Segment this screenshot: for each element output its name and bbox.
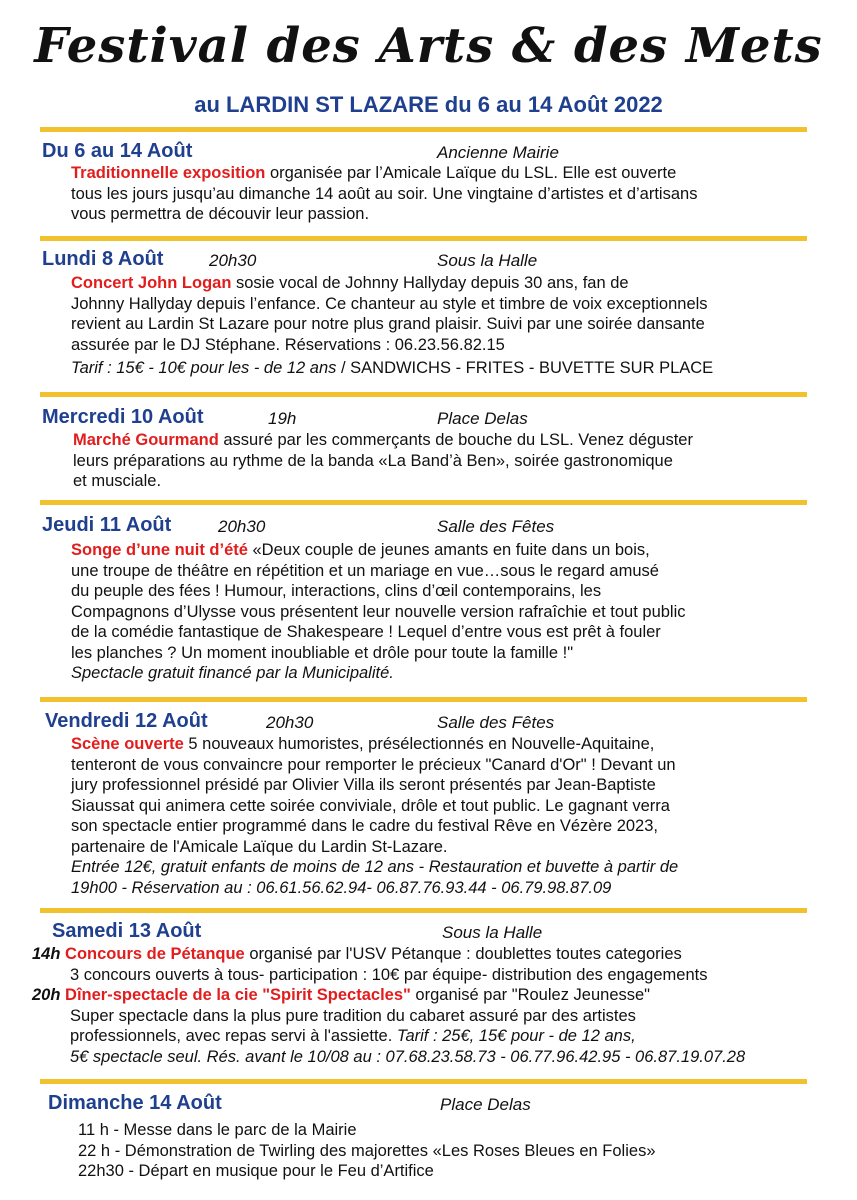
text: professionnels, avec repas servi à l'assiette. [70, 1027, 397, 1045]
text: organisée par l’Amicale Laïque du LSL. Elle est ouverte [265, 164, 677, 182]
text: tous les jours jusqu’au dimanche 14 août au soir. Une vingtaine d’artistes et d’artisans [71, 184, 698, 203]
event-time: 20h30 [266, 713, 314, 732]
event-time: 20h30 [209, 251, 257, 270]
price: Tarif : 15€ - 10€ pour les - de 12 ans [71, 359, 337, 377]
divider [40, 127, 807, 132]
text: Super spectacle dans la plus pure tradition du cabaret assuré par des artistes [70, 1006, 636, 1025]
day-heading: Jeudi 11 Août [42, 514, 172, 536]
event-description [71, 163, 697, 225]
venue: Sous la Halle [442, 923, 543, 942]
text: 11 h - Messe dans le parc de la Mairie [78, 1121, 357, 1139]
divider [40, 236, 807, 241]
event-time: 20h [32, 986, 61, 1004]
text: de la comédie fantastique de Shakespeare ! Lequel d’entre vous est prêt à fouler [71, 623, 661, 641]
event-highlight: Songe d’une nuit d’été [71, 541, 248, 559]
text: assurée par le DJ Stéphane. Réservations : 06.23.56.82.15 [71, 335, 505, 354]
text: vous permettra de découvir leur passion. [71, 205, 370, 223]
event-highlight: Marché Gourmand [73, 431, 219, 449]
text: Siaussat qui animera cette soirée conviviale, drôle et tout public. Le gagnant verra [71, 796, 670, 815]
divider [40, 392, 807, 397]
festival-subtitle: au LARDIN ST LAZARE du 6 au 14 Août 2022 [194, 92, 663, 117]
divider [40, 908, 807, 913]
text: une troupe de théâtre en répétition et un mariage en vue…sous le regard amusé [71, 561, 659, 580]
venue: Salle des Fêtes [437, 517, 555, 536]
text: leurs préparations au rythme de la banda «La Band’à Ben», soirée gastronomique [73, 451, 673, 470]
text: 22h30 - Départ en musique pour le Feu d’Artifice [78, 1162, 434, 1180]
text: Compagnons d’Ulysse vous présentent leur nouvelle version rafraîchie et tout public [71, 602, 686, 621]
text: tenteront de vous convaincre pour remporter le précieux "Canard d'Or" ! Devant un [71, 755, 676, 774]
venue: Place Delas [440, 1095, 531, 1114]
text: partenaire de l'Amicale Laïque du Lardin St-Lazare. [71, 837, 448, 856]
event-highlight: Traditionnelle exposition [71, 164, 266, 182]
text: 19h00 - Réservation au : 06.61.56.62.94- 06.87.76.93.44 - 06.79.98.87.09 [71, 878, 612, 897]
text: jury professionnel présidé par Olivier Villa ils seront présentés par Jean-Baptiste [71, 776, 656, 794]
venue: Salle des Fêtes [437, 713, 555, 732]
text: / SANDWICHS - FRITES - BUVETTE SUR PLACE [336, 359, 714, 377]
divider [40, 500, 807, 505]
event-description [32, 944, 745, 1067]
event-time: 20h30 [218, 517, 266, 536]
text: assuré par les commerçants de bouche du LSL. Venez déguster [218, 431, 693, 449]
event-highlight: Concours de Pétanque [65, 945, 245, 963]
text: son spectacle entier programmé dans le cadre du festival Rêve en Vézère 2023, [71, 817, 658, 835]
event-description [71, 273, 713, 379]
text: organisé par "Roulez Jeunesse" [410, 986, 651, 1004]
divider [40, 697, 807, 702]
venue: Ancienne Mairie [437, 143, 559, 162]
venue: Place Delas [437, 409, 528, 428]
event-highlight: Concert John Logan [71, 274, 232, 292]
day-heading: Du 6 au 14 Août [42, 140, 193, 162]
text: et musciale. [73, 472, 162, 490]
event-time: 19h [268, 409, 297, 428]
text: du peuple des fées ! Humour, interactions, clins d’œil contemporains, les [71, 582, 602, 600]
venue: Sous la Halle [437, 251, 538, 270]
event-description [71, 734, 678, 898]
day-heading: Samedi 13 Août [52, 920, 202, 942]
event-description [78, 1120, 656, 1182]
day-heading: Lundi 8 Août [42, 248, 164, 270]
text: 22 h - Démonstration de Twirling des majorettes «Les Roses Bleues en Folies» [78, 1141, 656, 1160]
price: Tarif : 25€, 15€ pour - de 12 ans, [396, 1027, 636, 1045]
divider [40, 1079, 807, 1084]
text: les planches ? Un moment inoubliable et drôle pour toute la famille !" [71, 643, 574, 662]
event-description [73, 430, 693, 492]
text: Spectacle gratuit financé par la Municipalité. [71, 664, 394, 682]
text: revient au Lardin St Lazare pour notre plus grand plaisir. Suivi par une soirée dansante [71, 315, 705, 333]
text: Entrée 12€, gratuit enfants de moins de 12 ans - Restauration et buvette à partir de [71, 858, 679, 876]
event-description [71, 540, 686, 684]
text: «Deux couple de jeunes amants en fuite dans un bois, [247, 541, 650, 559]
text: 5 nouveaux humoristes, présélectionnés en Nouvelle-Aquitaine, [183, 735, 655, 753]
festival-title: Festival des Arts & des Mets [34, 18, 823, 74]
event-highlight: Dîner-spectacle de la cie "Spirit Spectacles" [65, 986, 411, 1004]
text: organisé par l'USV Pétanque : doublettes toutes categories [244, 945, 682, 963]
text: 3 concours ouverts à tous- participation : 10€ par équipe- distribution des engagements [70, 965, 708, 984]
text: 5€ spectacle seul. Rés. avant le 10/08 au : 07.68.23.58.73 - 06.77.96.42.95 - 06.87.19.07.28 [70, 1047, 746, 1066]
day-heading: Dimanche 14 Août [48, 1092, 222, 1114]
text: sosie vocal de Johnny Hallyday depuis 30 ans, fan de [231, 274, 629, 292]
event-highlight: Scène ouverte [71, 735, 184, 753]
day-heading: Mercredi 10 Août [42, 406, 204, 428]
event-time: 14h [32, 945, 61, 963]
day-heading: Vendredi 12 Août [45, 710, 208, 732]
text: Johnny Hallyday depuis l’enfance. Ce chanteur au style et timbre de voix exceptionnels [71, 294, 708, 313]
